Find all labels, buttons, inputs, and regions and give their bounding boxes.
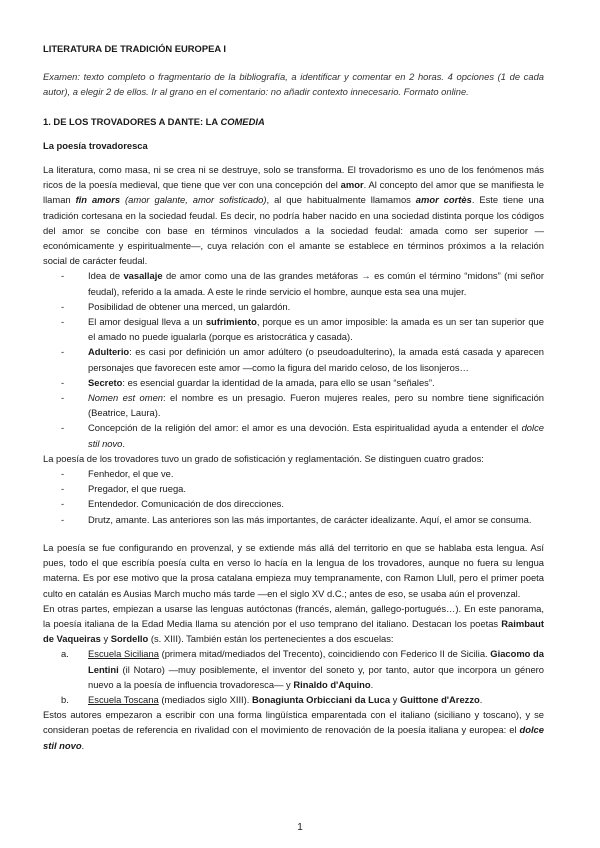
list-item bbox=[61, 268, 544, 298]
text-run: (primera mitad/mediados del Trecento), coincidiendo con Federico II de Sicilia. bbox=[158, 648, 491, 660]
text-run: . bbox=[479, 693, 483, 705]
list-item bbox=[61, 314, 544, 344]
text-italic: (amor galante, amor sofisticado) bbox=[120, 194, 267, 206]
list-item bbox=[61, 646, 544, 692]
text-bold: Rinaldo d'Aquino bbox=[293, 678, 371, 690]
list-item bbox=[61, 299, 544, 314]
section-heading-text: 1. DE LOS TROVADORES A DANTE: LA bbox=[43, 115, 221, 127]
text-bold: Raimbaut de Vaqueiras bbox=[43, 617, 544, 645]
paragraph-italian bbox=[43, 601, 544, 647]
text-run: . bbox=[122, 437, 126, 449]
list-item bbox=[61, 344, 544, 374]
text-underline: Escuela Siciliana bbox=[88, 648, 159, 660]
schools-list bbox=[43, 646, 544, 707]
text-bold: Sordello bbox=[110, 633, 149, 645]
text-bold-italic: fin amors bbox=[75, 194, 121, 206]
paragraph-intro bbox=[43, 162, 544, 268]
text-bold: Giacomo da Lentini bbox=[88, 648, 544, 675]
text-underline: Escuela Toscana bbox=[88, 693, 159, 705]
text-bold: amor bbox=[340, 179, 364, 191]
text-run: de amor como una de las grandes metáforas → es común el término “midons” (mi señor feudal), referido a la amada. A este le rinde servicio el hombre, aunque esta sea una mujer. bbox=[88, 270, 544, 297]
page-number: 1 bbox=[297, 822, 303, 833]
document-title: LITERATURA DE TRADICIÓN EUROPEA I bbox=[43, 43, 226, 54]
text-run: . Este tiene una tradición cortesana en la sociedad feudal. Es decir, no podría haber nacido en una sociedad distinta porque los códigos del amor se concibe con base en términos vinculados a la sociedad feudal: amada como ser superior —económicamente y espiritualmente—, cuya relación con el amante se establece en términos próximos a la relación social de carácter feudal. bbox=[43, 194, 544, 267]
text-run: Concepción de la religión del amor: el amor es una devoción. Esta espiritualidad ayuda a entender el bbox=[88, 422, 522, 434]
paragraph-grades: La poesía de los trovadores tuvo un grado de sofisticación y reglamentación. Se distinguen cuatro grados: bbox=[43, 452, 484, 464]
list-item bbox=[61, 692, 544, 707]
text-run: , porque es un amor imposible: la amada es un ser tan superior que el amado no puede igualarla (porque es aristocrática y casada). bbox=[88, 316, 544, 343]
list-item bbox=[61, 420, 544, 450]
text-run: El amor desigual lleva a un bbox=[88, 316, 206, 328]
list-item bbox=[61, 375, 544, 390]
text-run: (il Notaro) —muy posiblemente, el inventor del soneto y, por tanto, autor que incorpora un género nuevo a la poesía de influencia trovadoresca— y bbox=[88, 663, 544, 690]
text-bold: Guittone d'Arezzo bbox=[399, 693, 480, 705]
text-bold: Secreto bbox=[88, 376, 123, 388]
section-heading-emphasis: COMEDIA bbox=[220, 115, 265, 127]
text-run: : es casi por definición un amor adúltero (o pseudoadulterino), la amada está casada y aparecen personajes que favorecen este amor —como la figura del marido celoso, de los lisonjeros… bbox=[88, 346, 544, 373]
text-bold-italic: amor cortès bbox=[415, 194, 472, 206]
paragraph-conclusion bbox=[43, 707, 544, 753]
list-marker: a. bbox=[61, 648, 69, 660]
text-run: Estos autores empezaron a escribir con una forma lingüística emparentada con el italiano (siciliano y toscano), y se consideran poetas de referencia en rivalidad con el movimiento de renovación de la poesía italiana y europea: el bbox=[43, 709, 544, 736]
text-italic: dolce stil novo bbox=[88, 422, 544, 449]
text-bold: sufrimiento bbox=[205, 316, 257, 328]
text-run: . bbox=[370, 678, 374, 690]
grades-list bbox=[43, 466, 544, 527]
spacer bbox=[43, 527, 544, 540]
text-run: (mediados siglo XIII). bbox=[158, 693, 252, 705]
list-marker: b. bbox=[61, 693, 69, 705]
text-bold: Adulterio bbox=[88, 346, 130, 358]
text-bold: Bonagiunta Orbicciani da Luca bbox=[251, 693, 391, 705]
subsection-heading: La poesía trovadoresca bbox=[43, 139, 148, 151]
text-run: Idea de bbox=[88, 270, 124, 282]
text-run: . bbox=[81, 739, 85, 751]
text-run: La literatura, como masa, ni se crea ni se destruye, solo se transforma. El trovadorismo es uno de los fenómenos más ricos de la poesía medieval, que tiene que ver con una concepción del bbox=[43, 164, 544, 191]
text-run: Posibilidad de obtener una merced, un galardón. bbox=[88, 300, 291, 312]
section-heading bbox=[43, 114, 544, 129]
list-item: - Drutz, amante. Las anteriores son las más importantes, de carácter idealizante. Aquí, el amor se consuma. bbox=[61, 512, 544, 527]
list-item: - Fenhedor, el que ve. bbox=[61, 466, 544, 481]
text-run: : el nombre es un presagio. Fueron mujeres reales, pero su nombre tiene significación (Beatrice, Laura). bbox=[88, 392, 545, 419]
features-list bbox=[43, 268, 544, 450]
list-item: - Entendedor. Comunicación de dos direcciones. bbox=[61, 496, 544, 511]
list-item: - Pregador, el que ruega. bbox=[61, 481, 544, 496]
text-run: En otras partes, empiezan a usarse las lenguas autóctonas (francés, alemán, gallego-portugués…). En este panorama, la poesía italiana de la Edad Media llama su atención por el uso temprano del italiano. Destacan los poetas bbox=[43, 602, 544, 629]
paragraph-provenzal: La poesía se fue configurando en provenzal, y se extiende más allá del territorio en que se hablaba esta lengua. Así pues, todo el que escribía poesía culta en verso lo hacía en la lengua de los trovadores, aunque no fuera su lengua materna. Es por ese motivo que la prosa catalana empieza muy tempranamente, con Ramon Llull, pero el primer poeta culto en catalán es Ausias March mucho más tarde —en el siglo XV d.C.; antes de eso, se usaba aún el provenzal. bbox=[43, 541, 544, 599]
list-item bbox=[61, 390, 544, 420]
text-run: : es esencial guardar la identidad de la amada, para ello se usan “señales”. bbox=[122, 376, 435, 388]
exam-note: Examen: texto completo o fragmentario de la bibliografía, a identificar y comentar en 2 horas. 4 opciones (1 de cada autor), a elegir 2 de ellos. Ir al grano en el comentario: no añadir contexto innecesario. Formato online. bbox=[43, 71, 544, 98]
text-run: . Al concepto del amor que se manifiesta le llaman bbox=[43, 179, 545, 206]
text-run: y bbox=[100, 633, 111, 645]
text-bold-italic: dolce stil novo bbox=[43, 724, 544, 751]
text-run: , al que habitualmente llamamos bbox=[266, 194, 416, 206]
text-run: y bbox=[390, 693, 400, 705]
text-italic: Nomen est omen bbox=[88, 392, 164, 404]
text-bold: vasallaje bbox=[123, 270, 163, 282]
text-run: (s. XIII). También están los pertenecientes a dos escuelas: bbox=[148, 633, 394, 645]
